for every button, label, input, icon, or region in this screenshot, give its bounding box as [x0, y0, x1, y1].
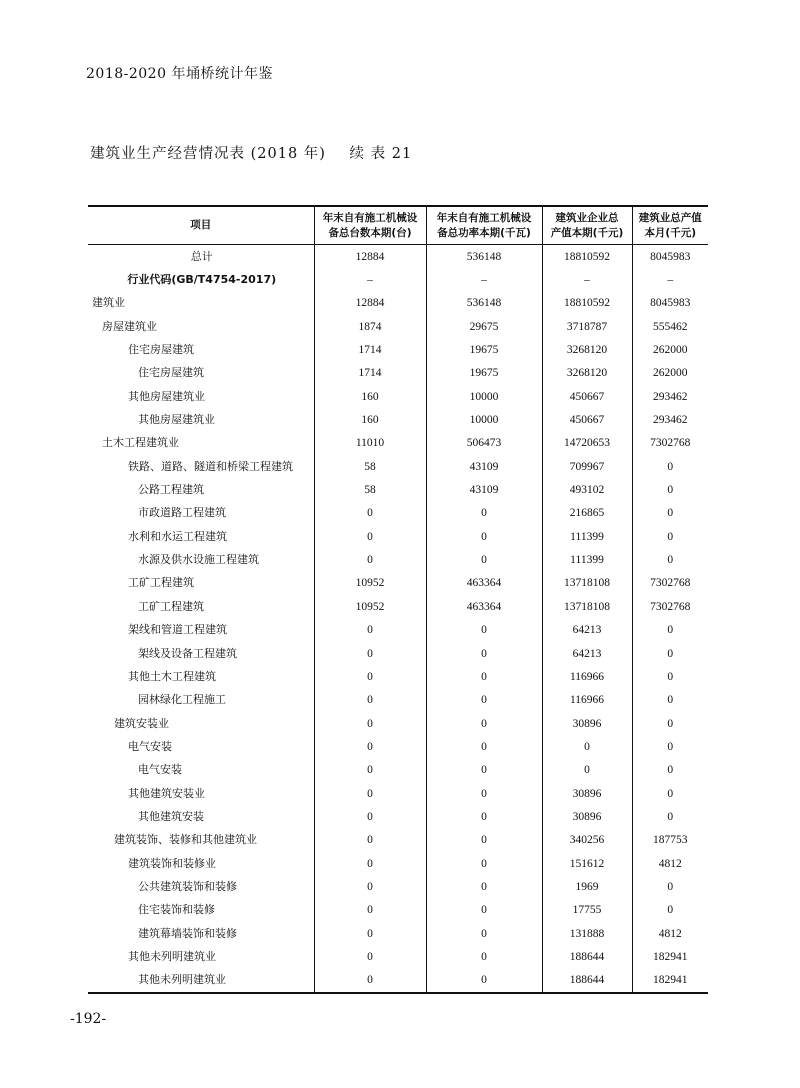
table-cell: 30896	[542, 805, 632, 828]
column-header-item: 项目	[190, 219, 212, 231]
row-label: 架线及设备工程建筑	[138, 646, 237, 660]
table-cell: 463364	[426, 595, 542, 618]
table-cell: 0	[632, 665, 708, 688]
table-cell: 0	[426, 829, 542, 852]
table-row	[88, 735, 708, 758]
table-row	[88, 245, 708, 269]
table-cell: 0	[314, 829, 426, 852]
table-cell: 14720653	[542, 432, 632, 455]
row-label: 土木工程建筑业	[102, 436, 179, 450]
table-cell: 0	[426, 759, 542, 782]
row-label: 铁路、道路、隧道和桥梁工程建筑	[128, 459, 293, 473]
table-cell: 340256	[542, 829, 632, 852]
table-cell: 1874	[314, 315, 426, 338]
table-cell: 0	[314, 759, 426, 782]
row-label: 电气安装	[138, 763, 182, 777]
table-cell: 43109	[426, 455, 542, 478]
table-cell: 0	[632, 782, 708, 805]
table-row	[88, 782, 708, 805]
table-cell: 506473	[426, 432, 542, 455]
table-cell: 0	[426, 548, 542, 571]
table-row	[88, 689, 708, 712]
table-cell: 17755	[542, 899, 632, 922]
row-label: 住宅装饰和装修	[138, 903, 215, 917]
table-cell: 536148	[426, 245, 542, 269]
table-cell: 19675	[426, 338, 542, 361]
table-cell: 0	[314, 852, 426, 875]
table-row	[88, 805, 708, 828]
table-cell: 0	[426, 945, 542, 968]
row-label: 园林绿化工程施工	[138, 693, 226, 707]
table-cell: 262000	[632, 362, 708, 385]
row-label: 其他未列明建筑业	[138, 973, 226, 987]
table-cell: 160	[314, 408, 426, 431]
table-cell: 7302768	[632, 572, 708, 595]
table-row	[88, 899, 708, 922]
table-cell: 18810592	[542, 245, 632, 269]
row-label: 其他土木工程建筑	[128, 669, 216, 683]
table-cell: 43109	[426, 478, 542, 501]
table-cell: 0	[426, 922, 542, 945]
table-cell: 0	[426, 899, 542, 922]
table-row	[88, 385, 708, 408]
table-cell: 293462	[632, 408, 708, 431]
table-cell: 0	[632, 735, 708, 758]
table-cell: 111399	[542, 548, 632, 571]
table-cell: 0	[314, 922, 426, 945]
table-cell: 0	[542, 735, 632, 758]
table-cell: 0	[314, 525, 426, 548]
table-cell: 58	[314, 478, 426, 501]
table-cell: 10000	[426, 408, 542, 431]
table-cell: 30896	[542, 782, 632, 805]
table-title	[90, 142, 412, 163]
table-row	[88, 572, 708, 595]
column-header-machine-count: 年末自有施工机械设 备总台数本期(台)	[314, 206, 426, 245]
table-row	[88, 829, 708, 852]
table-cell: 0	[632, 759, 708, 782]
table-continued-label: 续 表 21	[349, 146, 413, 162]
table-cell: 1714	[314, 338, 426, 361]
row-label: 其他建筑安装业	[128, 786, 205, 800]
row-label: 公共建筑装饰和装修	[138, 879, 237, 893]
table-body	[88, 245, 708, 994]
statistics-table	[88, 205, 708, 994]
table-cell: 160	[314, 385, 426, 408]
table-cell: 8045983	[632, 245, 708, 269]
table-cell: 0	[632, 875, 708, 898]
table-cell: 0	[426, 665, 542, 688]
table-cell: 116966	[542, 665, 632, 688]
table-cell: 13718108	[542, 572, 632, 595]
table-cell: 0	[632, 712, 708, 735]
row-label: 公路工程建筑	[138, 483, 204, 497]
table-cell: 7302768	[632, 595, 708, 618]
table-cell: 10952	[314, 595, 426, 618]
table-cell: 58	[314, 455, 426, 478]
table-cell: 0	[314, 899, 426, 922]
table-cell: 0	[542, 759, 632, 782]
table-row	[88, 759, 708, 782]
row-label: 工矿工程建筑	[128, 576, 194, 590]
table-row	[88, 338, 708, 361]
table-cell: 131888	[542, 922, 632, 945]
table-cell: 450667	[542, 385, 632, 408]
row-label: 建筑业	[92, 296, 125, 310]
table-cell: 182941	[632, 945, 708, 968]
table-row	[88, 852, 708, 875]
table-cell: 4812	[632, 852, 708, 875]
table-cell: 0	[426, 525, 542, 548]
table-title-text: 建筑业生产经营情况表 (2018 年)	[90, 146, 326, 162]
table-cell: 0	[632, 548, 708, 571]
row-label: 其他房屋建筑业	[128, 389, 205, 403]
table-cell: 0	[632, 619, 708, 642]
table-row	[88, 548, 708, 571]
table-cell: 0	[314, 735, 426, 758]
table-cell: 116966	[542, 689, 632, 712]
table-cell: 0	[426, 852, 542, 875]
table-cell: 7302768	[632, 432, 708, 455]
table-cell: 493102	[542, 478, 632, 501]
table-cell: 293462	[632, 385, 708, 408]
row-label: 住宅房屋建筑	[138, 366, 204, 380]
table-cell: 29675	[426, 315, 542, 338]
column-header-enterprise-output: 建筑业企业总 产值本期(千元)	[542, 206, 632, 245]
table-cell: 0	[426, 712, 542, 735]
row-label: 建筑装饰和装修业	[128, 856, 216, 870]
table-cell: 450667	[542, 408, 632, 431]
table-cell: 10952	[314, 572, 426, 595]
row-label: 架线和管道工程建筑	[128, 623, 227, 637]
table-cell: 0	[632, 478, 708, 501]
table-row	[88, 665, 708, 688]
table-cell: 0	[314, 782, 426, 805]
table-cell: 0	[314, 805, 426, 828]
column-header-monthly-output: 建筑业总产值 本月(千元)	[632, 206, 708, 245]
table-cell: 0	[426, 782, 542, 805]
row-label: 建筑装饰、装修和其他建筑业	[114, 833, 257, 847]
table-cell: 182941	[632, 969, 708, 993]
table-cell: 0	[314, 665, 426, 688]
row-label: 工矿工程建筑	[138, 599, 204, 613]
row-label: 行业代码(GB/T4754-2017)	[127, 273, 277, 287]
table-cell: 0	[426, 875, 542, 898]
table-cell: 3268120	[542, 338, 632, 361]
table-cell: 8045983	[632, 292, 708, 315]
table-cell: 709967	[542, 455, 632, 478]
table-header-row	[88, 206, 708, 245]
table-cell: 12884	[314, 292, 426, 315]
table-cell: 111399	[542, 525, 632, 548]
table-cell: 0	[426, 805, 542, 828]
table-cell: 0	[314, 969, 426, 993]
table-cell: 463364	[426, 572, 542, 595]
table-cell: 188644	[542, 945, 632, 968]
table-cell: 0	[314, 875, 426, 898]
table-row	[88, 712, 708, 735]
table-cell: 188644	[542, 969, 632, 993]
table-cell: 0	[426, 689, 542, 712]
table-row	[88, 455, 708, 478]
table-cell: 0	[632, 689, 708, 712]
table-row	[88, 875, 708, 898]
table-cell: –	[632, 268, 708, 291]
table-cell: 1714	[314, 362, 426, 385]
row-label: 水源及供水设施工程建筑	[138, 553, 259, 567]
row-label: 房屋建筑业	[102, 319, 157, 333]
table-row	[88, 525, 708, 548]
table-cell: 536148	[426, 292, 542, 315]
row-label: 建筑幕墙装饰和装修	[138, 926, 237, 940]
table-cell: 19675	[426, 362, 542, 385]
table-cell: 262000	[632, 338, 708, 361]
table-cell: 187753	[632, 829, 708, 852]
table-row	[88, 408, 708, 431]
table-row	[88, 595, 708, 618]
column-header-machine-power: 年末自有施工机械设 备总功率本期(千瓦)	[426, 206, 542, 245]
table-cell: 0	[314, 548, 426, 571]
page-number: -192-	[70, 1011, 107, 1027]
row-label: 电气安装	[128, 739, 172, 753]
table-cell: 18810592	[542, 292, 632, 315]
table-cell: 0	[426, 619, 542, 642]
table-row	[88, 362, 708, 385]
table-cell: 0	[314, 712, 426, 735]
table-cell: 0	[632, 899, 708, 922]
row-label: 市政道路工程建筑	[138, 506, 226, 520]
table-cell: 0	[632, 525, 708, 548]
table-row	[88, 268, 708, 291]
table-cell: 0	[426, 502, 542, 525]
table-row	[88, 502, 708, 525]
table-cell: –	[426, 268, 542, 291]
table-cell: 0	[314, 945, 426, 968]
table-row	[88, 478, 708, 501]
table-cell: 1969	[542, 875, 632, 898]
table-cell: 151612	[542, 852, 632, 875]
table-cell: 64213	[542, 619, 632, 642]
table-cell: 216865	[542, 502, 632, 525]
table-cell: 0	[314, 642, 426, 665]
table-cell: 0	[314, 619, 426, 642]
table-cell: 0	[426, 735, 542, 758]
table-cell: 0	[632, 455, 708, 478]
row-label: 水利和水运工程建筑	[128, 529, 227, 543]
row-label: 住宅房屋建筑	[128, 343, 194, 357]
row-label: 总计	[190, 249, 213, 263]
row-label: 建筑安装业	[114, 716, 169, 730]
table-cell: 555462	[632, 315, 708, 338]
table-cell: –	[542, 268, 632, 291]
table-row	[88, 969, 708, 993]
table-cell: 64213	[542, 642, 632, 665]
table-cell: 0	[632, 642, 708, 665]
table-row	[88, 619, 708, 642]
table-cell: 0	[632, 502, 708, 525]
table-row	[88, 945, 708, 968]
table-cell: 0	[426, 969, 542, 993]
row-label: 其他未列明建筑业	[128, 949, 216, 963]
table-cell: 12884	[314, 245, 426, 269]
table-row	[88, 642, 708, 665]
table-row	[88, 315, 708, 338]
table-cell: 11010	[314, 432, 426, 455]
table-row	[88, 922, 708, 945]
table-cell: 0	[314, 502, 426, 525]
table-row	[88, 292, 708, 315]
row-label: 其他房屋建筑业	[138, 413, 215, 427]
row-label: 其他建筑安装	[138, 809, 204, 823]
table-cell: –	[314, 268, 426, 291]
table-cell: 30896	[542, 712, 632, 735]
table-cell: 3718787	[542, 315, 632, 338]
table-cell: 13718108	[542, 595, 632, 618]
table-cell: 3268120	[542, 362, 632, 385]
table-cell: 4812	[632, 922, 708, 945]
table-cell: 0	[632, 805, 708, 828]
table-cell: 10000	[426, 385, 542, 408]
table-cell: 0	[314, 689, 426, 712]
running-head: 2018-2020 年埇桥统计年鉴	[86, 66, 273, 82]
table-cell: 0	[426, 642, 542, 665]
table-row	[88, 432, 708, 455]
